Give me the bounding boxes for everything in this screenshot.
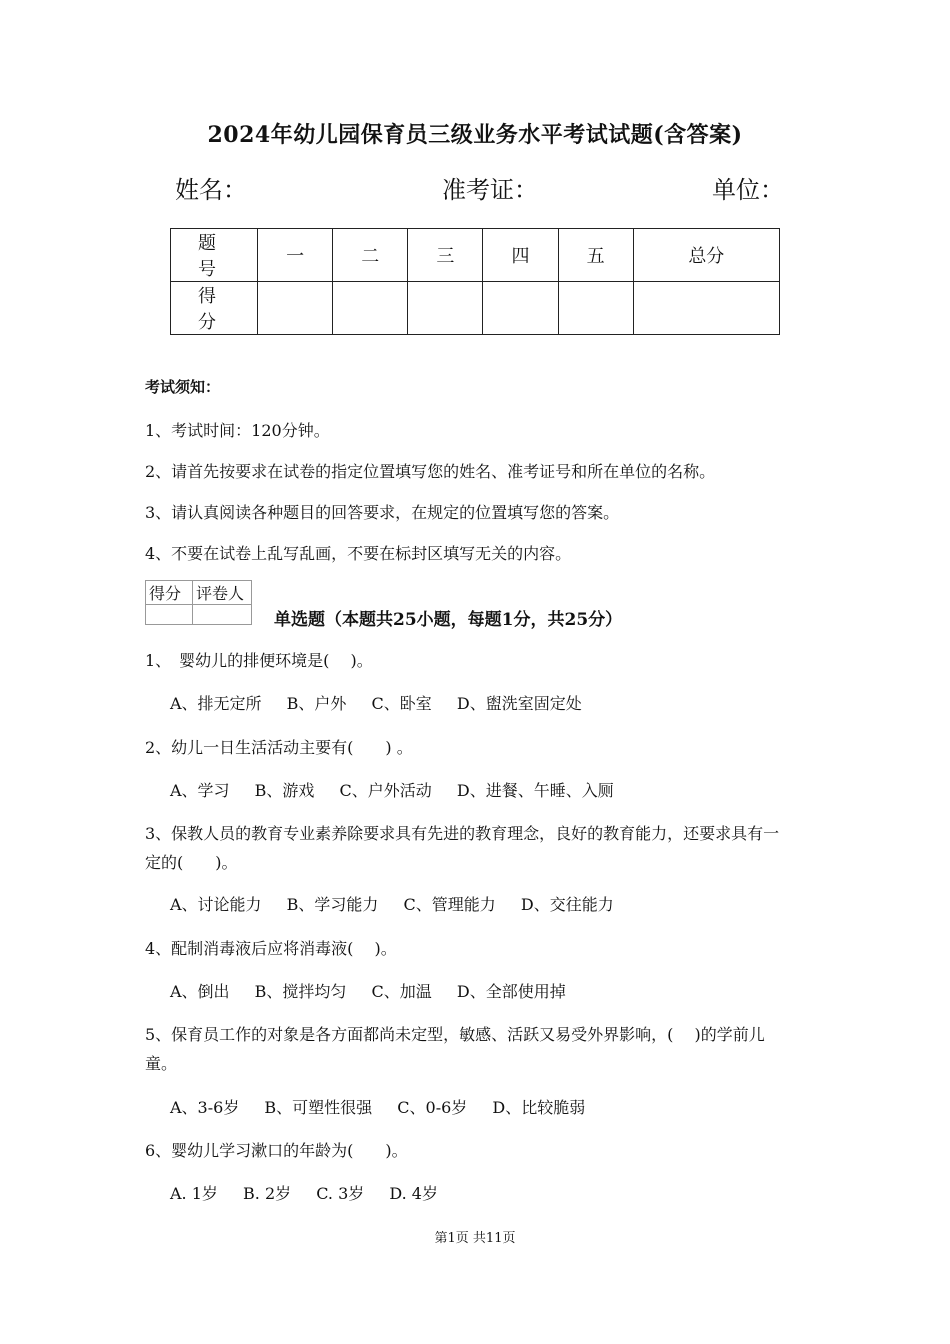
question-stem: 6、婴幼儿学习漱口的年龄为( )。 xyxy=(145,1141,408,1160)
question-options xyxy=(170,778,634,801)
score-header-label: 题 号 xyxy=(171,229,258,282)
question-options xyxy=(170,979,586,1002)
score-header-cell: 五 xyxy=(558,229,633,282)
option-b[interactable]: B、搅拌均匀 xyxy=(254,982,347,1001)
option-d[interactable]: D. 4岁 xyxy=(389,1184,438,1203)
question-stem: 4、配制消毒液后应将消毒液( )。 xyxy=(145,939,397,958)
option-c[interactable]: C、户外活动 xyxy=(339,781,432,800)
unit-label: 单位： xyxy=(712,176,784,204)
score-input-cell[interactable] xyxy=(408,282,483,335)
exam-id-label: 准考证： xyxy=(442,176,538,204)
question-stem: 3、保教人员的教育专业素养除要求具有先进的教育理念，良好的教育能力，还要求具有一 xyxy=(145,824,780,843)
page-title: 2024年幼儿园保育员三级业务水平考试试题(含答案) xyxy=(207,122,743,148)
grader-box xyxy=(145,580,252,625)
score-input-cell[interactable] xyxy=(333,282,408,335)
score-input-cell[interactable] xyxy=(483,282,558,335)
question-stem-continued: 童。 xyxy=(145,1054,178,1073)
score-header-cell: 四 xyxy=(483,229,558,282)
option-c[interactable]: C、管理能力 xyxy=(403,895,496,914)
score-table-score-row xyxy=(171,282,780,335)
option-c[interactable]: C、卧室 xyxy=(371,694,432,713)
grader-name-cell[interactable] xyxy=(193,605,252,625)
score-table-header-row xyxy=(171,229,780,282)
question-stem: 5、保育员工作的对象是各方面都尚未定型，敏感、活跃又易受外界影响，( )的学前儿 xyxy=(145,1025,765,1044)
score-header-cell: 三 xyxy=(408,229,483,282)
section-title: 单选题（本题共25小题，每题1分，共25分） xyxy=(274,610,623,630)
score-row-label: 得 分 xyxy=(171,282,258,335)
option-d[interactable]: D、比较脆弱 xyxy=(492,1098,586,1117)
option-a[interactable]: A. 1岁 xyxy=(170,1184,218,1203)
option-b[interactable]: B、户外 xyxy=(286,694,347,713)
score-input-cell[interactable] xyxy=(633,282,779,335)
question-options xyxy=(170,1181,458,1204)
grader-name-label: 评卷人 xyxy=(193,581,252,605)
notice-item: 3、请认真阅读各种题目的回答要求，在规定的位置填写您的答案。 xyxy=(145,503,620,522)
question-options xyxy=(170,892,634,915)
option-d[interactable]: D、盥洗室固定处 xyxy=(456,694,582,713)
question-stem: 2、幼儿一日生活活动主要有( ) 。 xyxy=(145,738,413,757)
score-table xyxy=(170,228,780,335)
score-input-cell[interactable] xyxy=(558,282,633,335)
option-c[interactable]: C、加温 xyxy=(371,982,432,1001)
option-b[interactable]: B、可塑性很强 xyxy=(264,1098,373,1117)
option-b[interactable]: B. 2岁 xyxy=(243,1184,292,1203)
score-header-cell: 总分 xyxy=(633,229,779,282)
grader-score-cell[interactable] xyxy=(146,605,193,625)
question-stem: 1、 婴幼儿的排便环境是( )。 xyxy=(145,651,373,670)
notice-item: 1、考试时间：120分钟。 xyxy=(145,421,330,440)
option-a[interactable]: A、排无定所 xyxy=(170,694,262,713)
notice-item: 4、不要在试卷上乱写乱画，不要在标封区填写无关的内容。 xyxy=(145,544,572,563)
option-c[interactable]: C、0-6岁 xyxy=(397,1098,468,1117)
question-options xyxy=(170,1095,605,1118)
option-a[interactable]: A、倒出 xyxy=(170,982,230,1001)
grader-score-label: 得分 xyxy=(146,581,193,605)
score-header-cell: 一 xyxy=(258,229,333,282)
option-d[interactable]: D、进餐、午睡、入厕 xyxy=(456,781,614,800)
option-c[interactable]: C. 3岁 xyxy=(316,1184,365,1203)
option-a[interactable]: A、讨论能力 xyxy=(170,895,262,914)
option-d[interactable]: D、交往能力 xyxy=(520,895,614,914)
question-stem-continued: 定的( )。 xyxy=(145,853,238,872)
notice-title: 考试须知： xyxy=(145,378,221,396)
score-input-cell[interactable] xyxy=(258,282,333,335)
option-a[interactable]: A、学习 xyxy=(170,781,230,800)
notice-item: 2、请首先按要求在试卷的指定位置填写您的姓名、准考证号和所在单位的名称。 xyxy=(145,462,716,481)
question-options xyxy=(170,691,602,714)
score-header-cell: 二 xyxy=(333,229,408,282)
name-label: 姓名： xyxy=(175,176,247,204)
option-d[interactable]: D、全部使用掉 xyxy=(456,982,566,1001)
page-footer: 第1页 共11页 xyxy=(434,1231,516,1246)
option-a[interactable]: A、3-6岁 xyxy=(170,1098,240,1117)
option-b[interactable]: B、游戏 xyxy=(254,781,315,800)
option-b[interactable]: B、学习能力 xyxy=(286,895,379,914)
